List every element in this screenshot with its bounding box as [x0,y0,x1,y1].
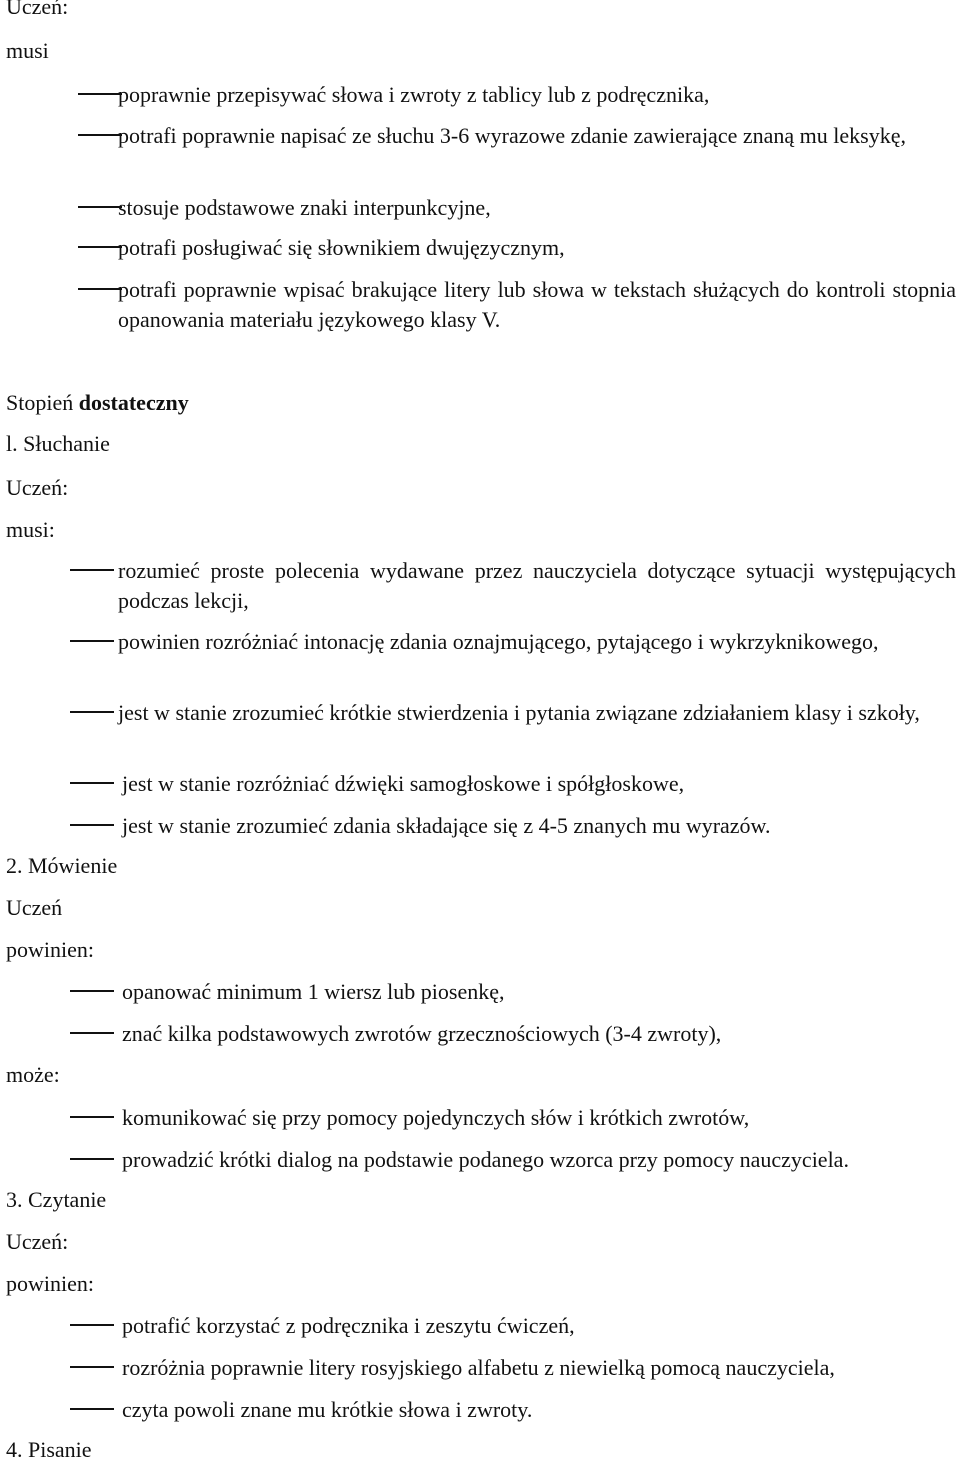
dash-bullet [78,246,122,248]
list-item: potrafi posługiwać się słownikiem dwujęzycznym, [118,235,565,260]
dash-bullet [78,134,122,136]
dash-bullet [70,569,114,571]
list-item: opanować minimum 1 wiersz lub piosenkę, [122,979,505,1004]
list-item: jest w stanie zrozumieć krótkie stwierdzenia i pytania związane zdziałaniem klasy i szkoły, [118,700,920,725]
list-item: jest w stanie rozróżniać dźwięki samogłoskowe i spółgłoskowe, [122,771,685,796]
list-item: poprawnie przepisywać słowa i zwroty z tablicy lub z podręcznika, [118,82,710,107]
list-item: potrafi poprawnie wpisać brakujące litery lub słowa w tekstach służących do kontroli stopnia opanowania materiału językowego klasy V. [118,277,956,332]
label-powinien: powinien: [6,937,94,962]
dash-bullet [70,711,114,713]
dash-bullet [70,1158,114,1160]
section-heading-pisanie: 4. Pisanie [6,1437,92,1462]
dash-bullet [70,782,114,784]
list-item: rozróżnia poprawnie litery rosyjskiego alfabetu z niewielką pomocą nauczyciela, [122,1355,835,1380]
label-musi: musi [6,38,49,63]
label-powinien: powinien: [6,1271,94,1296]
list-item: rozumieć proste polecenia wydawane przez nauczyciela dotyczące sytuacji występujących podczas lekcji, [118,558,956,613]
list-item: komunikować się przy pomocy pojedynczych słów i krótkich zwrotów, [122,1105,750,1130]
dash-bullet [70,990,114,992]
grade-name: dostateczny [78,390,189,415]
dash-bullet [70,1324,114,1326]
dash-bullet [78,288,122,290]
label-uczen: Uczeń: [6,475,69,500]
dash-bullet [78,206,122,208]
dash-bullet [70,824,114,826]
dash-bullet [70,640,114,642]
grade-heading [6,390,189,416]
section-heading-czytanie: 3. Czytanie [6,1187,107,1212]
list-item: powinien rozróżniać intonację zdania oznajmującego, pytającego i wykrzyknikowego, [118,629,879,654]
list-item: czyta powoli znane mu krótkie słowa i zwroty. [122,1397,533,1422]
label-musi: musi: [6,517,55,542]
section-heading-mowienie: 2. Mówienie [6,853,118,878]
dash-bullet [78,93,122,95]
label-moze: może: [6,1062,60,1087]
list-item: potrafi poprawnie napisać ze słuchu 3-6 wyrazowe zdanie zawierające znaną mu leksykę, [118,123,906,148]
dash-bullet [70,1408,114,1410]
list-item: jest w stanie zrozumieć zdania składające się z 4-5 znanych mu wyrazów. [122,813,771,838]
list-item: znać kilka podstawowych zwrotów grzecznościowych (3-4 zwroty), [122,1021,722,1046]
dash-bullet [70,1366,114,1368]
section-heading-sluchanie: l. Słuchanie [6,431,110,456]
dash-bullet [70,1116,114,1118]
list-item: prowadzić krótki dialog na podstawie podanego wzorca przy pomocy nauczyciela. [122,1147,849,1172]
label-uczen: Uczeń [6,895,63,920]
list-item: stosuje podstawowe znaki interpunkcyjne, [118,195,491,220]
dash-bullet [70,1032,114,1034]
grade-prefix: Stopień [6,390,74,415]
list-item: potrafić korzystać z podręcznika i zeszytu ćwiczeń, [122,1313,575,1338]
label-uczen: Uczeń: [6,1229,69,1254]
label-uczen: Uczeń: [6,0,69,19]
